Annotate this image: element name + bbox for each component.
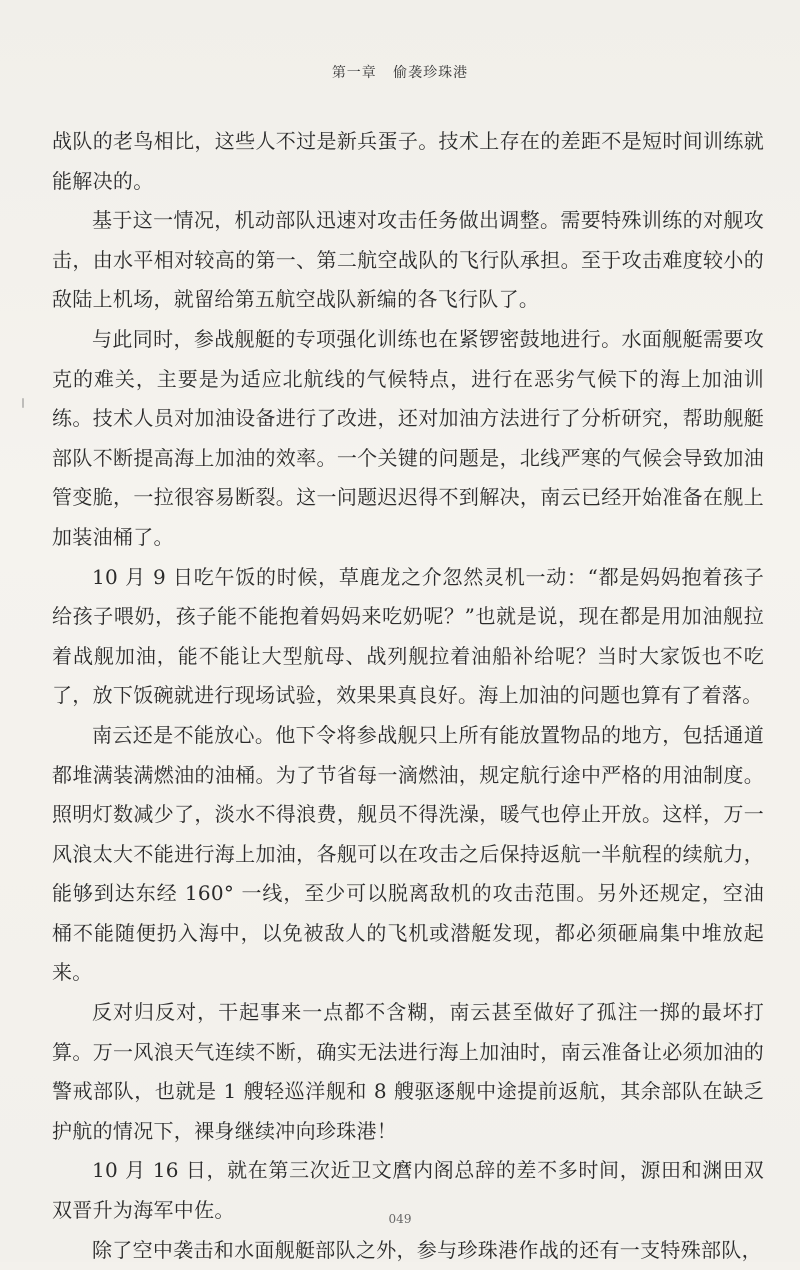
page-number: 049	[388, 1212, 412, 1226]
margin-mark	[22, 398, 24, 408]
paragraph: 反对归反对，干起事来一点都不含糊，南云甚至做好了孤注一掷的最坏打算。万一风浪天气连续不断，确实无法进行海上加油时，南云准备让必须加油的警戒部队，也就是 1 艘轻巡洋舰和 8 艘驱逐舰中途提前返航，其余部队在缺乏护航的情况下，裸身继续冲向珍珠港！	[52, 1000, 764, 1143]
paragraph: 除了空中袭击和水面舰艇部队之外，参与珍珠港作战的还有一支特殊部队，	[92, 1237, 762, 1262]
running-head-gap	[377, 65, 393, 81]
chapter-label: 第一章	[331, 65, 377, 81]
paragraph: 10 月 9 日吃午饭的时候，草鹿龙之介忽然灵机一动：“都是妈妈抱着孩子给孩子喂奶，孩子能不能抱着妈妈来吃奶呢？”也就是说，现在都是用加油舰拉着战舰加油，能不能让大型航母、战列舰拉着油船补给呢？当时大家饭也不吃了，放下饭碗就进行现场试验，效果果真良好。海上加油的问题也算有了着落。	[52, 564, 764, 708]
paragraph: 10 月 16 日，就在第三次近卫文麿内阁总辞的差不多时间，源田和渊田双双晋升为海军中佐。	[52, 1158, 764, 1223]
running-head	[0, 62, 800, 82]
paragraph: 南云还是不能放心。他下令将参战舰只上所有能放置物品的地方，包括通道都堆满装满燃油的油桶。为了节省每一滴燃油，规定航行途中严格的用油制度。照明灯数减少了，淡水不得浪费，舰员不得洗澡，暖气也停止开放。这样，万一风浪太大不能进行海上加油，各舰可以在攻击之后保持返航一半航程的续航力，能够到达东经 160° 一线，至少可以脱离敌机的攻击范围。另外还规定，空油桶不能随便扔入海中，以免被敌人的飞机或潜艇发现，都必须砸扁集中堆放起来。	[52, 722, 764, 985]
body-text	[52, 122, 764, 1270]
paragraph: 与此同时，参战舰艇的专项强化训练也在紧锣密鼓地进行。水面舰艇需要攻克的难关，主要是为适应北航线的气候特点，进行在恶劣气候下的海上加油训练。技术人员对加油设备进行了改进，还对加油方法进行了分析研究，帮助舰艇部队不断提高海上加油的效率。一个关键的问题是，北线严寒的气候会导致加油管变脆，一拉很容易断裂。这一问题迟迟得不到解决，南云已经开始准备在舰上加装油桶了。	[52, 326, 764, 549]
paragraph-continued: 战队的老鸟相比，这些人不过是新兵蛋子。技术上存在的差距不是短时间训练就能解决的。	[52, 129, 764, 193]
paragraph: 基于这一情况，机动部队迅速对攻击任务做出调整。需要特殊训练的对舰攻击，由水平相对较高的第一、第二航空战队的飞行队承担。至于攻击难度较小的敌陆上机场，就留给第五航空战队新编的各飞行队了。	[52, 208, 764, 312]
chapter-title: 偷袭珍珠港	[393, 65, 469, 81]
